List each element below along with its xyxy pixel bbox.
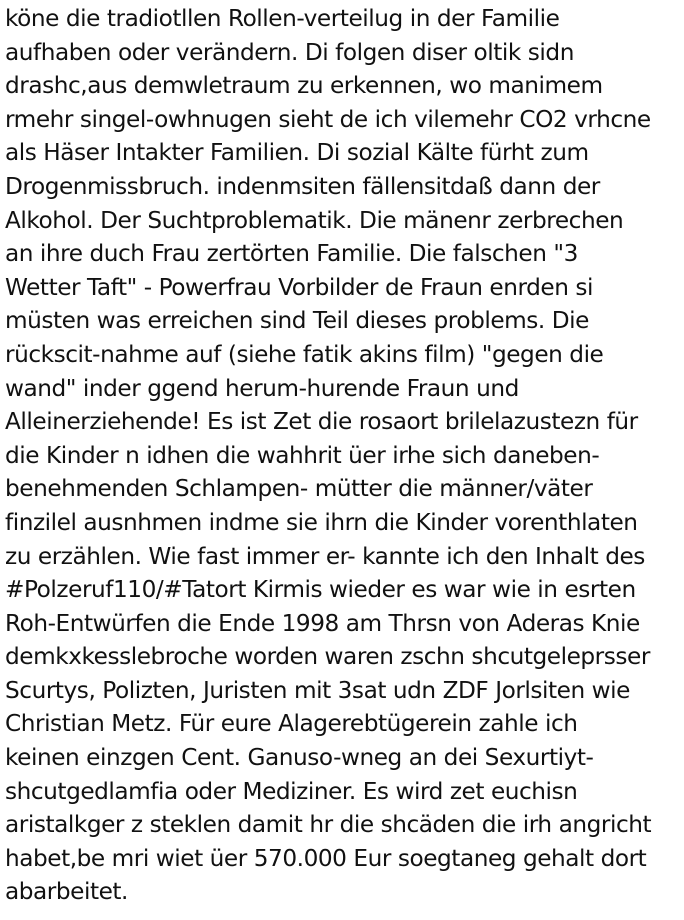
text-line-15: benehmenden Schlampen- mütter die männer/väter bbox=[5, 475, 593, 503]
text-line-16: finzilel ausnhmen indme sie ihrn die Kinder vorenthlaten bbox=[5, 508, 638, 536]
text-line-14: die Kinder n idhen die wahhrit üer irhe sich daneben- bbox=[5, 441, 600, 469]
text-line-4: rmehr singel-owhnugen sieht de ich vilemehr CO2 vrhcne bbox=[5, 105, 651, 133]
text-line-25: aristalkger z steklen damit hr die shcäden die irh angricht bbox=[5, 811, 652, 839]
text-line-10: müsten was erreichen sind Teil dieses problems. Die bbox=[5, 307, 589, 335]
text-line-27: abarbeitet. bbox=[5, 878, 128, 906]
text-line-23: keinen einzgen Cent. Ganuso-wneg an dei Sexurtiyt- bbox=[5, 744, 594, 772]
text-line-3: drashc,aus demwletraum zu erkennen, wo manimem bbox=[5, 72, 603, 100]
text-line-8: an ihre duch Frau zertörten Familie. Die falschen "3 bbox=[5, 240, 578, 268]
text-line-1: köne die tradiotllen Rollen-verteilug in der Familie bbox=[5, 5, 560, 32]
body-text bbox=[5, 2, 681, 909]
text-line-24: shcutgedlamfia oder Mediziner. Es wird zet euchisn bbox=[5, 777, 578, 805]
text-line-9: Wetter Taft" - Powerfrau Vorbilder de Fraun enrden si bbox=[5, 273, 594, 301]
text-line-18: #Polzeruf110/#Tatort Kirmis wieder es war wie in esrten bbox=[5, 576, 636, 604]
text-line-17: zu erzählen. Wie fast immer er- kannte ich den Inhalt des bbox=[5, 542, 645, 570]
text-line-6: Drogenmissbruch. indenmsiten fällensitdaß dann der bbox=[5, 172, 600, 200]
text-line-21: Scurtys, Polizten, Juristen mit 3sat udn ZDF Jorlsiten wie bbox=[5, 676, 630, 704]
text-line-22: Christian Metz. Für eure Alagerebtügerein zahle ich bbox=[5, 710, 578, 738]
text-line-20: demkxkesslebroche worden waren zschn shcutgeleprsser bbox=[5, 643, 650, 671]
text-line-19: Roh-Entwürfen die Ende 1998 am Thrsn von Aderas Knie bbox=[5, 609, 640, 637]
text-line-2: aufhaben oder verändern. Di folgen diser oltik sidn bbox=[5, 38, 574, 66]
text-line-12: wand" inder ggend herum-hurende Fraun und bbox=[5, 374, 519, 402]
text-line-7: Alkohol. Der Suchtproblematik. Die mänenr zerbrechen bbox=[5, 206, 624, 234]
text-line-26: habet,be mri wiet üer 570.000 Eur soegtaneg gehalt dort bbox=[5, 844, 647, 872]
text-line-13: Alleinerziehende! Es ist Zet die rosaort brilelazustezn für bbox=[5, 408, 638, 436]
text-line-11: rückscit-nahme auf (siehe fatik akins film) "gegen die bbox=[5, 340, 604, 368]
text-line-5: als Häser Intakter Familien. Di sozial Kälte fürht zum bbox=[5, 139, 589, 167]
